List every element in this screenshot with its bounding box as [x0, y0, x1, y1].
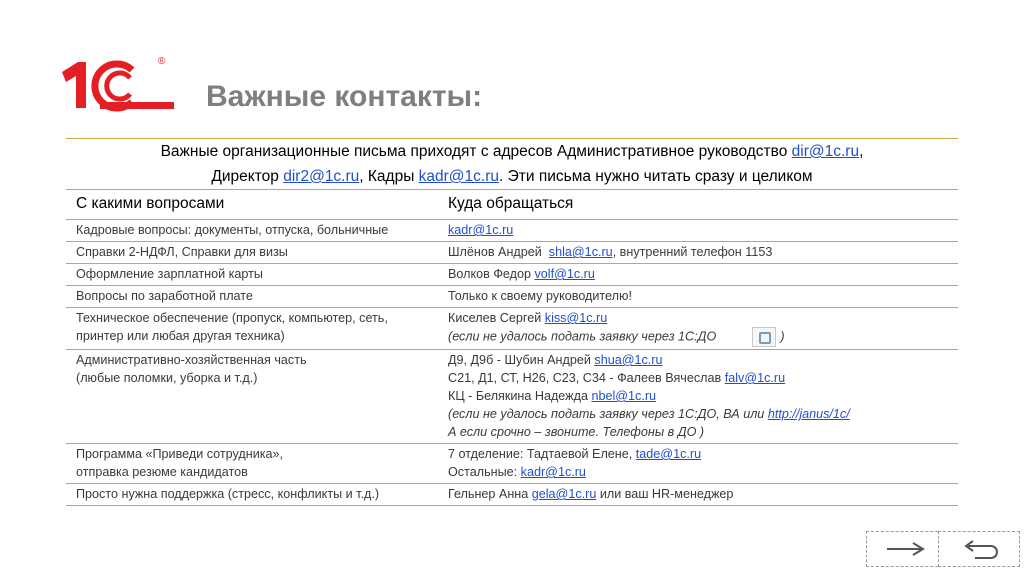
email-link[interactable]: falv@1c.ru [724, 371, 786, 385]
table-header-row [66, 189, 958, 219]
question-line: отправка резюме кандидатов [76, 465, 248, 479]
contact-extra: или ваш HR-менеджер [596, 487, 734, 501]
intro-text [66, 139, 958, 189]
contact-note: (если не удалось подать заявку через 1С:ДО [448, 329, 717, 344]
intro-line2-part3: . Эти письма нужно читать сразу и целиком [499, 168, 813, 185]
contact-cell [438, 264, 958, 285]
table-row [66, 241, 958, 263]
question-cell [66, 308, 438, 349]
contact-name: Гельнер Анна [448, 487, 532, 501]
contact-cell [438, 308, 958, 349]
contact-note: А если срочно – звоните. Телефоны в ДО ) [448, 425, 705, 439]
email-link[interactable]: kadr@1c.ru [448, 223, 514, 237]
contact-cell: Только к своему руководителю! [448, 289, 632, 303]
table-row [66, 263, 958, 285]
contacts-table [66, 138, 958, 506]
contact-line: Д9, Д9б - Шубин Андрей [448, 353, 595, 367]
intro-line2-part1: Директор [211, 168, 284, 185]
question-cell [66, 444, 438, 483]
return-arrow-icon [957, 540, 1001, 560]
email-link[interactable]: shla@1c.ru [548, 245, 613, 259]
question-cell [66, 350, 438, 443]
table-row [66, 307, 958, 349]
question-cell: Просто нужна поддержка (стресс, конфликты и т.д.) [76, 487, 380, 501]
intro-line1: Важные организационные письма приходят с адресов Административное руководство [160, 143, 792, 160]
logo-registered-mark: ® [158, 56, 166, 67]
email-link[interactable]: volf@1c.ru [534, 267, 595, 281]
contact-note: (если не удалось подать заявку через 1С:ДО, ВА или [448, 407, 768, 421]
contact-cell [438, 242, 958, 263]
service-desk-icon[interactable] [752, 327, 776, 347]
column-header-contacts: Куда обращаться [448, 195, 574, 212]
table-row [66, 285, 958, 307]
email-link[interactable]: tade@1c.ru [635, 447, 702, 461]
page-title: Важные контакты: [206, 80, 483, 113]
question-line: принтер или любая другая техника) [76, 329, 285, 343]
contact-extra: , внутренний телефон 1153 [612, 245, 773, 259]
question-cell: Вопросы по заработной плате [76, 289, 253, 303]
contact-line: Остальные: [448, 465, 521, 479]
contact-cell [438, 350, 958, 443]
arrow-right-icon [885, 540, 929, 558]
email-link-kadr[interactable]: kadr@1c.ru [418, 168, 500, 185]
contact-line: КЦ - Белякина Надежда [448, 389, 592, 403]
email-link[interactable]: nbel@1c.ru [591, 389, 657, 403]
table-row [66, 349, 958, 443]
intro-line1-end: , [859, 143, 864, 160]
janus-link[interactable]: http://janus/1c/ [767, 407, 850, 421]
company-logo [60, 58, 178, 114]
email-link[interactable]: kadr@1c.ru [520, 465, 586, 479]
question-cell: Кадровые вопросы: документы, отпуска, больничные [76, 223, 389, 237]
contact-cell [438, 444, 958, 483]
question-line: Программа «Приведи сотрудника», [76, 447, 284, 461]
contact-name: Волков Федор [448, 267, 535, 281]
question-cell: Справки 2-НДФЛ, Справки для визы [76, 245, 288, 259]
question-line: Административно-хозяйственная часть [76, 353, 307, 367]
contact-name: Шлёнов Андрей [448, 245, 549, 259]
email-link-dir[interactable]: dir@1c.ru [791, 143, 860, 160]
email-link-dir2[interactable]: dir2@1c.ru [283, 168, 360, 185]
contact-line: 7 отделение: Тадтаевой Елене, [448, 447, 636, 461]
email-link[interactable]: gela@1c.ru [531, 487, 597, 501]
question-cell: Оформление зарплатной карты [76, 267, 263, 281]
column-header-questions: С какими вопросами [76, 195, 225, 212]
question-line: Техническое обеспечение (пропуск, компьютер, сеть, [76, 311, 388, 325]
intro-line2-part2: , Кадры [359, 168, 419, 185]
return-button[interactable] [938, 531, 1020, 567]
contact-cell [438, 484, 958, 505]
contact-note-end: ) [780, 329, 785, 344]
email-link[interactable]: kiss@1c.ru [544, 311, 608, 325]
email-link[interactable]: shua@1c.ru [594, 353, 663, 367]
contact-cell [438, 220, 958, 241]
contact-line: С21, Д1, СТ, Н26, С23, С34 - Фалеев Вячеслав [448, 371, 725, 385]
question-line: (любые поломки, уборка и т.д.) [76, 371, 258, 385]
table-row [66, 443, 958, 483]
contact-name: Киселев Сергей [448, 311, 545, 325]
table-row [66, 483, 958, 506]
table-row [66, 219, 958, 241]
next-slide-button[interactable] [866, 531, 948, 567]
